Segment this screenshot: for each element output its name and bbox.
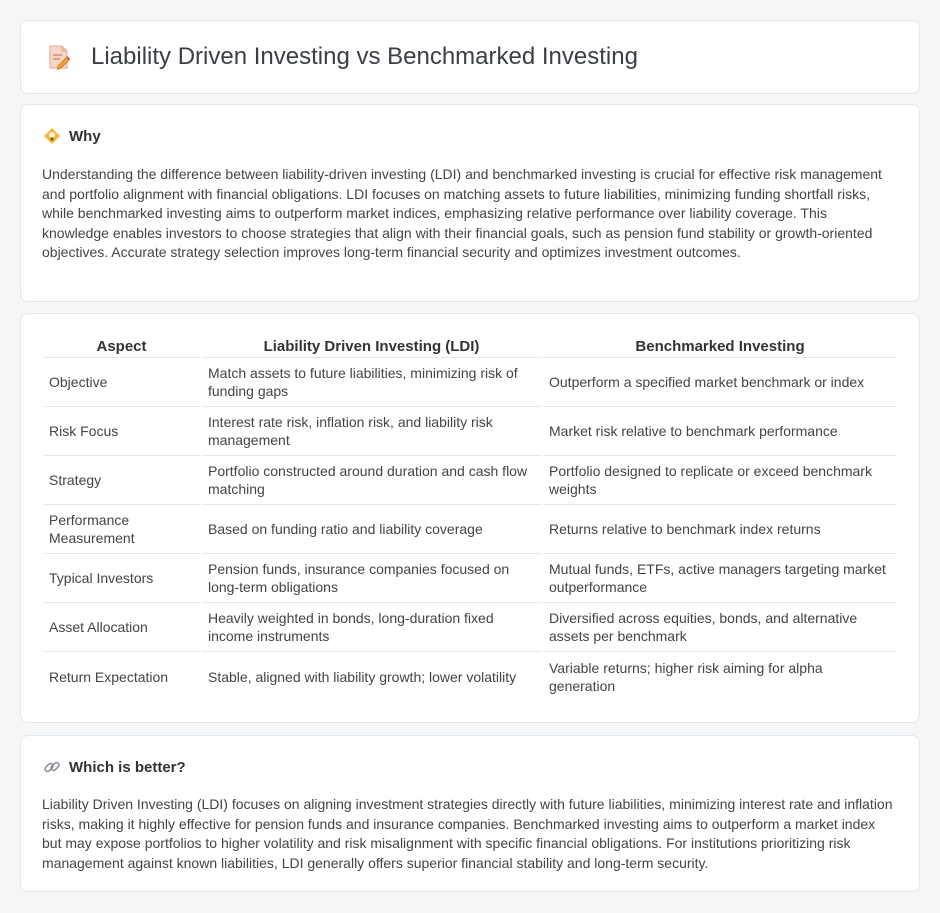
page-title: Liability Driven Investing vs Benchmarked Investing	[91, 43, 638, 70]
row-aspect: Objective	[43, 358, 200, 407]
table-header-row	[43, 334, 897, 358]
better-title: Which is better?	[69, 758, 186, 776]
row-aspect: Typical Investors	[43, 554, 200, 603]
row-aspect: Risk Focus	[43, 407, 200, 456]
table-row	[43, 603, 897, 652]
table-row	[43, 456, 897, 505]
header-ldi: Liability Driven Investing (LDI)	[202, 334, 541, 358]
better-heading	[43, 758, 186, 776]
lightbulb-icon	[43, 127, 61, 145]
table-row	[43, 652, 897, 701]
table-row	[43, 407, 897, 456]
table-row	[43, 554, 897, 603]
why-text: Understanding the difference between liability-driven investing (LDI) and benchmarked investing is crucial for effective risk management and portfolio alignment with financial obligations. LDI focuses on matching assets to future liabilities, minimizing funding shortfall risks, while benchmarked investing aims to outperform market indices, emphasizing relative performance over liability coverage. This knowledge enables investors to choose strategies that align with their financial goals, such as pension fund stability or growth-oriented objectives. Accurate strategy selection improves long-term financial security and optimizes investment outcomes.	[42, 166, 882, 260]
table-row	[43, 505, 897, 554]
row-ldi: Stable, aligned with liability growth; lower volatility	[208, 668, 517, 685]
row-ldi: Match assets to future liabilities, minimizing risk of funding gaps	[202, 358, 541, 407]
header-aspect: Aspect	[43, 334, 200, 358]
row-aspect: Strategy	[43, 456, 200, 505]
row-aspect: Asset Allocation	[43, 603, 200, 652]
comparison-table-card	[20, 313, 920, 723]
row-benchmarked: Market risk relative to benchmark performance	[543, 407, 897, 456]
header-card	[20, 20, 920, 94]
row-ldi: Based on funding ratio and liability coverage	[202, 505, 541, 554]
better-text: Liability Driven Investing (LDI) focuses on aligning investment strategies directly with future liabilities, minimizing interest rate and inflation risks, making it highly effective for pension funds and insurance companies. Benchmarked investing aims to outperform a market index but may expose portfolios to higher volatility and risk misalignment with specific financial obligations. For institutions prioritizing risk management against known liabilities, LDI generally offers superior financial stability and long-term security.	[42, 796, 893, 871]
row-benchmarked: Variable returns; higher risk aiming for alpha generation	[549, 659, 823, 694]
table-row	[43, 358, 897, 407]
row-benchmarked: Diversified across equities, bonds, and alternative assets per benchmark	[543, 603, 897, 652]
title-bar	[47, 43, 638, 71]
why-title: Why	[69, 127, 101, 145]
row-aspect: Return Expectation	[49, 668, 169, 685]
row-benchmarked: Portfolio designed to replicate or exceed benchmark weights	[543, 456, 897, 505]
row-ldi: Heavily weighted in bonds, long-duration fixed income instruments	[202, 603, 541, 652]
header-benchmarked: Benchmarked Investing	[543, 334, 897, 358]
why-heading	[43, 127, 101, 145]
row-benchmarked: Returns relative to benchmark index returns	[543, 505, 897, 554]
row-benchmarked: Mutual funds, ETFs, active managers targeting market outperformance	[543, 554, 897, 603]
row-ldi: Portfolio constructed around duration and cash flow matching	[202, 456, 541, 505]
row-ldi: Pension funds, insurance companies focused on long-term obligations	[202, 554, 541, 603]
comparison-table	[41, 334, 899, 701]
row-ldi: Interest rate risk, inflation risk, and liability risk management	[202, 407, 541, 456]
which-is-better-section	[20, 735, 920, 892]
document-pencil-icon	[47, 44, 71, 70]
row-aspect: Performance Measurement	[43, 505, 200, 554]
link-icon	[43, 758, 61, 776]
row-benchmarked: Outperform a specified market benchmark or index	[543, 358, 897, 407]
why-section	[20, 104, 920, 302]
